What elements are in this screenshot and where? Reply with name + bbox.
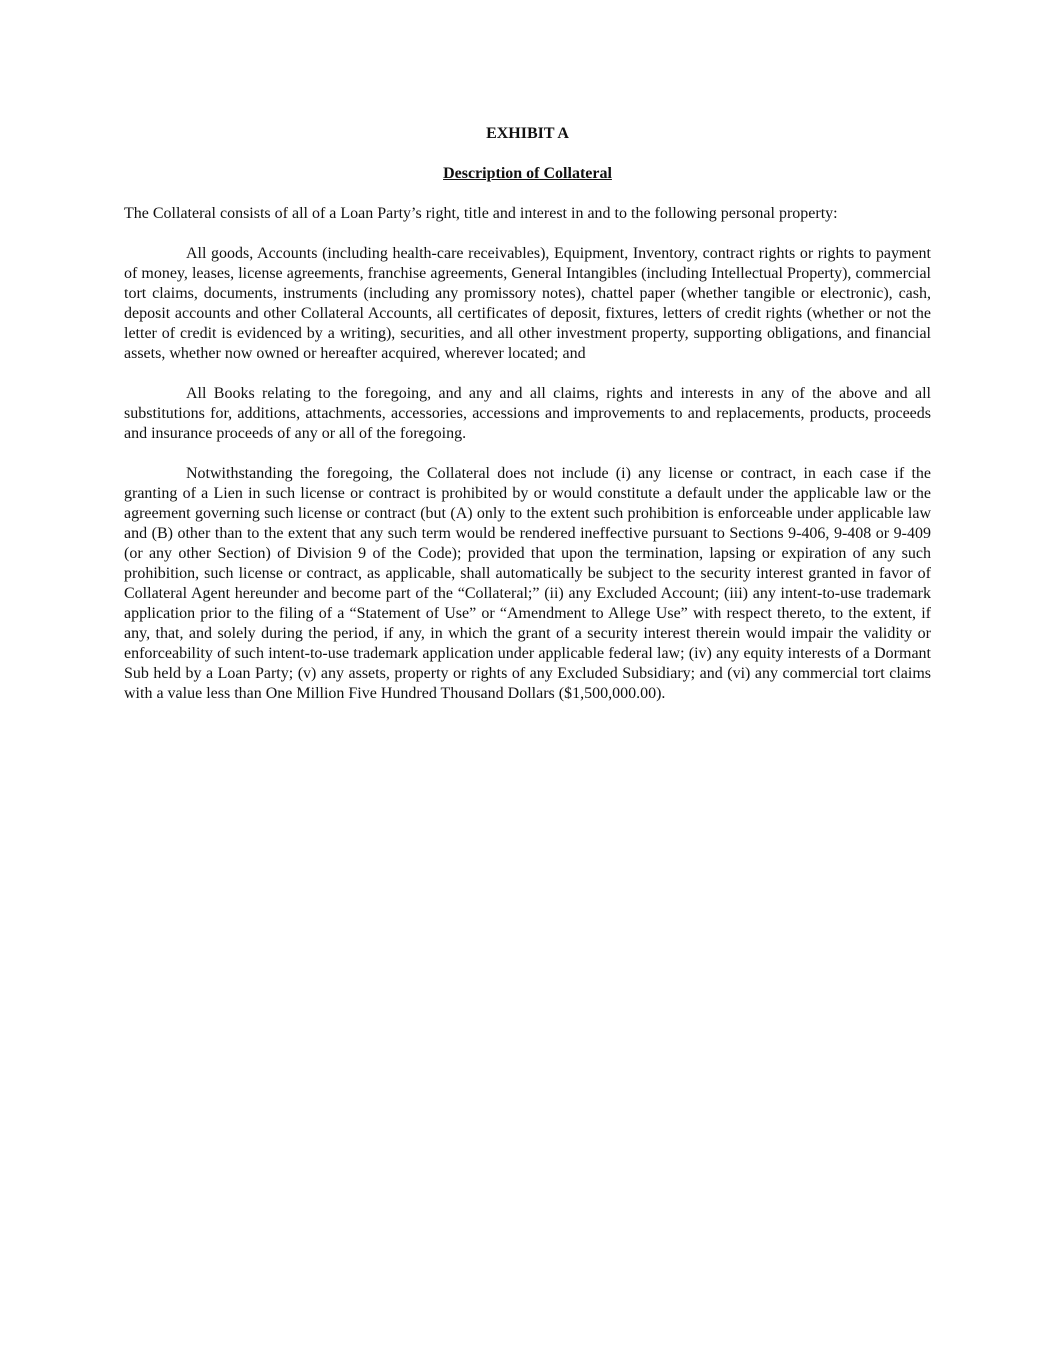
collateral-paragraph-books: All Books relating to the foregoing, and any and all claims, rights and interests in any of the above and all substitutions for, additions, attachments, accessories, accessions and improvements to and replacements, products, proceeds and insurance proceeds of any or all of the foregoing. xyxy=(124,385,931,442)
document-subtitle: Description of Collateral xyxy=(443,165,612,182)
document-page xyxy=(124,124,931,724)
collateral-paragraph-exclusions: Notwithstanding the foregoing, the Collateral does not include (i) any license or contract, in each case if the granting of a Lien in such license or contract is prohibited by or would constitute a default under the applicable law or the agreement governing such license or contract (but (A) only to the extent such prohibition is enforceable under applicable law and (B) other than to the extent that any such term would be rendered ineffective pursuant to Sections 9-406, 9-408 or 9-409 (or any other Section) of Division 9 of the Code); provided that upon the termination, lapsing or expiration of any such prohibition, such license or contract, as applicable, shall automatically be subject to the security interest granted in favor of Collateral Agent hereunder and become part of the “Collateral;” (ii) any Excluded Account; (iii) any intent-to-use trademark application prior to the filing of a “Statement of Use” or “Amendment to Allege Use” with respect thereto, to the extent, if any, that, and solely during the period, if any, in which the grant of a security interest therein would impair the validity or enforceability of such intent-to-use trademark application under applicable federal law; (iv) any equity interests of a Dormant Sub held by a Loan Party; (v) any assets, property or rights of any Excluded Subsidiary; and (vi) any commercial tort claims with a value less than One Million Five Hundred Thousand Dollars ($1,500,000.00). xyxy=(124,465,931,702)
collateral-paragraph-goods: All goods, Accounts (including health-care receivables), Equipment, Inventory, contract rights or rights to payment of money, leases, license agreements, franchise agreements, General Intangibles (including Intellectual Property), commercial tort claims, documents, instruments (including any promissory notes), chattel paper (whether tangible or electronic), cash, deposit accounts and other Collateral Accounts, all certificates of deposit, fixtures, letters of credit rights (whether or not the letter of credit is evidenced by a writing), securities, and all other investment property, supporting obligations, and financial assets, whether now owned or hereafter acquired, wherever located; and xyxy=(124,245,931,362)
exhibit-title: EXHIBIT A xyxy=(486,125,569,142)
intro-paragraph: The Collateral consists of all of a Loan Party’s right, title and interest in and to the following personal property: xyxy=(124,205,838,222)
